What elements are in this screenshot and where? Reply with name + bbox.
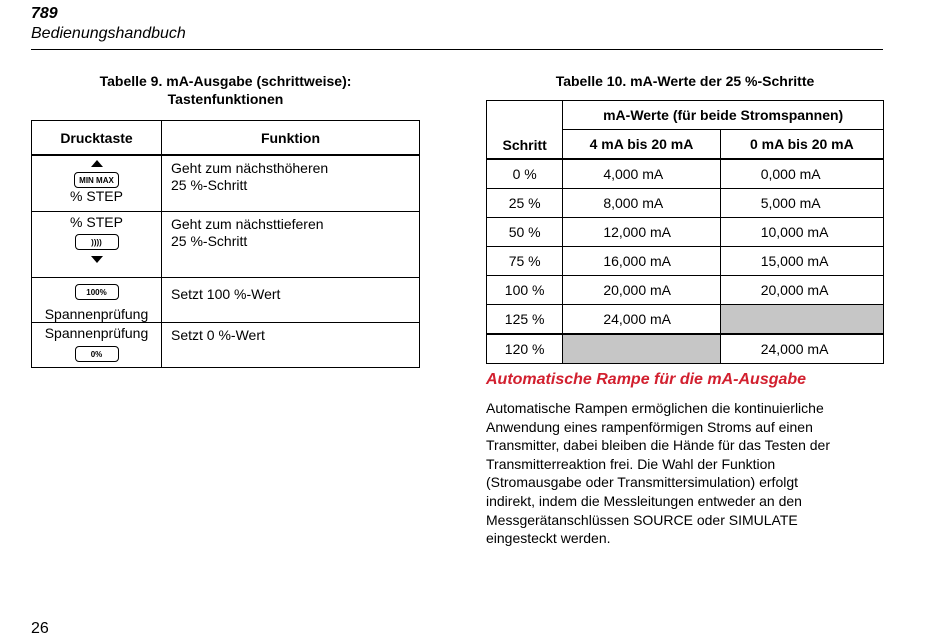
page-number: 26 — [31, 620, 49, 637]
value-cell: 5,000 mA — [720, 189, 883, 218]
key-cell — [32, 155, 162, 211]
section-heading-auto-ramp: Automatische Rampe für die mA-Ausgabe — [486, 371, 807, 388]
key-label: % STEP — [70, 188, 123, 204]
function-text: 25 %-Schritt — [171, 232, 248, 249]
table-row — [487, 159, 884, 189]
min-max-key-icon: MIN MAX — [74, 172, 119, 188]
0-percent-key-icon: 0% — [75, 346, 119, 362]
function-cell — [162, 155, 420, 211]
table-header-row — [487, 101, 884, 130]
step-cell: 75 % — [487, 247, 563, 276]
function-text: Setzt 0 %-Wert — [171, 326, 265, 343]
function-text: Geht zum nächsthöheren — [171, 160, 329, 176]
step-cell: 100 % — [487, 276, 563, 305]
value-cell: 15,000 mA — [720, 247, 883, 276]
shaded-empty-cell — [720, 305, 883, 335]
section-body-auto-ramp — [486, 399, 884, 548]
key-label: Spannenprüfung — [44, 324, 149, 341]
function-text: Setzt 100 %-Wert — [171, 285, 281, 302]
table-row — [487, 276, 884, 305]
group-header: mA-Werte (für beide Stromspannen) — [563, 101, 884, 130]
col-header-4-20: 4 mA bis 20 mA — [563, 130, 720, 160]
key-cell — [32, 277, 162, 322]
function-cell — [162, 277, 420, 322]
table-row — [487, 305, 884, 335]
body-line: Anwendung eines rampenförmigen Stroms auf einen — [486, 418, 813, 435]
model-number: 789 — [31, 5, 58, 22]
col-header-drucktaste: Drucktaste — [32, 121, 162, 156]
table9-caption — [31, 72, 420, 108]
table-row — [487, 218, 884, 247]
body-line: Transmitter, dabei bleiben die Hände für das Testen der — [486, 437, 830, 454]
value-cell: 10,000 mA — [720, 218, 883, 247]
step-cell: 120 % — [487, 334, 563, 364]
value-cell: 24,000 mA — [720, 334, 883, 364]
value-cell: 16,000 mA — [563, 247, 720, 276]
step-cell: 0 % — [487, 159, 563, 189]
key-cell — [32, 211, 162, 277]
step-cell: 25 % — [487, 189, 563, 218]
triangle-down-icon — [91, 256, 103, 263]
key-cell — [32, 322, 162, 367]
table-row — [32, 277, 420, 322]
table-row — [32, 155, 420, 211]
table-row — [32, 322, 420, 367]
table9-caption-line2: Tastenfunktionen — [167, 91, 284, 107]
function-text: Geht zum nächsttieferen — [171, 215, 324, 232]
table10-ma-values — [486, 100, 884, 364]
function-cell — [162, 211, 420, 277]
table-row — [487, 247, 884, 276]
body-line: (Stromausgabe oder Transmittersimulation) erfolgt — [486, 474, 799, 491]
col-header-funktion: Funktion — [162, 121, 420, 156]
step-cell: 50 % — [487, 218, 563, 247]
value-cell: 20,000 mA — [563, 276, 720, 305]
triangle-up-icon — [91, 160, 103, 167]
function-cell — [162, 322, 420, 367]
value-cell: 12,000 mA — [563, 218, 720, 247]
key-label: % STEP — [70, 213, 123, 230]
table10-caption: Tabelle 10. mA-Werte der 25 %-Schritte — [555, 73, 815, 89]
beeper-key-icon: )))) — [75, 234, 119, 250]
manual-title: Bedienungshandbuch — [31, 25, 186, 42]
table9-key-functions — [31, 120, 420, 368]
page-header — [31, 4, 883, 50]
body-line: eingesteckt werden. — [486, 530, 611, 547]
body-line: indirekt, indem die Messleitungen entweder an den — [486, 492, 802, 509]
value-cell: 24,000 mA — [563, 305, 720, 335]
body-line: Automatische Rampen ermöglichen die kontinuierliche — [486, 400, 824, 416]
table-row — [487, 334, 884, 364]
body-line: Messgerätanschlüssen SOURCE oder SIMULATE — [486, 511, 798, 528]
value-cell: 20,000 mA — [720, 276, 883, 305]
table9-caption-line1: Tabelle 9. mA-Ausgabe (schrittweise): — [99, 73, 352, 89]
col-header-0-20: 0 mA bis 20 mA — [720, 130, 883, 160]
step-cell: 125 % — [487, 305, 563, 335]
100-percent-key-icon: 100% — [75, 284, 119, 300]
table-row — [487, 189, 884, 218]
shaded-empty-cell — [563, 334, 720, 364]
table-header-row — [32, 121, 420, 156]
value-cell: 4,000 mA — [563, 159, 720, 189]
body-line: Transmitterreaktion frei. Die Wahl der Funktion — [486, 455, 776, 472]
value-cell: 8,000 mA — [563, 189, 720, 218]
function-text: 25 %-Schritt — [171, 177, 248, 193]
value-cell: 0,000 mA — [720, 159, 883, 189]
key-label: Spannenprüfung — [44, 305, 149, 322]
col-header-schritt: Schritt — [487, 101, 563, 160]
table-row — [32, 211, 420, 277]
